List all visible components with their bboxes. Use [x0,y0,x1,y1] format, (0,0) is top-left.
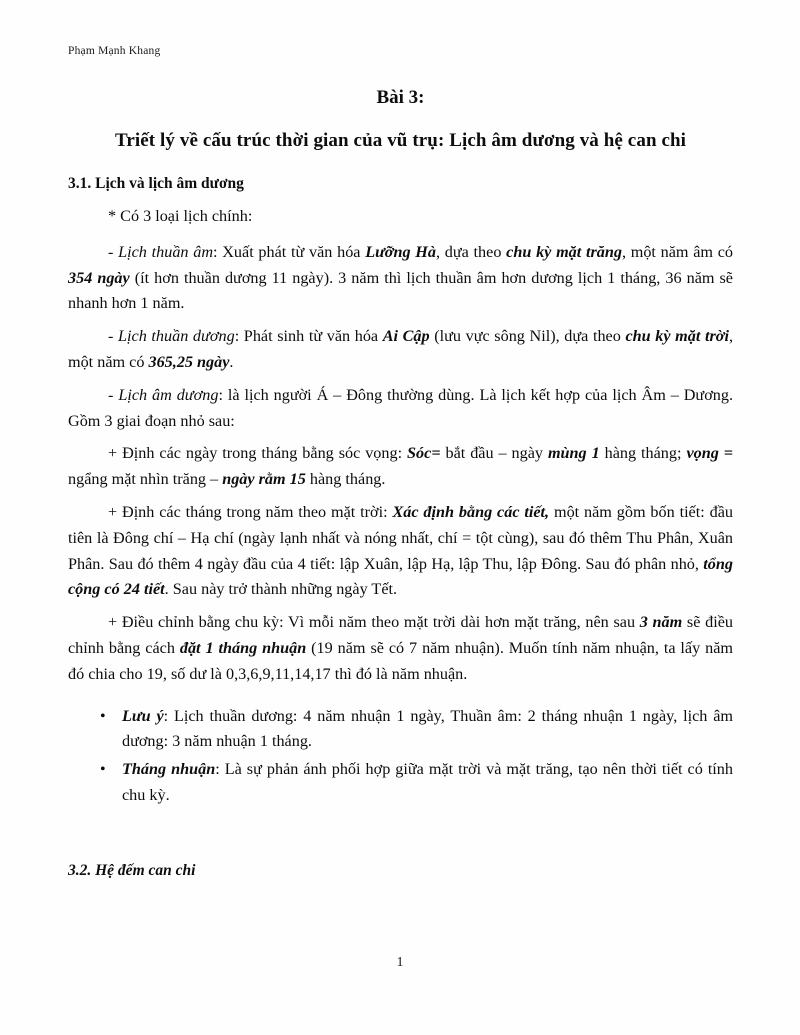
text-run: - [108,242,119,261]
text-run: + Điều chỉnh bằng chu kỳ: Vì mỗi năm theo mặt trời dài hơn mặt trăng, nên sau [108,613,640,632]
text-run: 354 ngày [68,268,130,287]
paragraph-p-thuan-am [68,240,733,317]
text-run: Tháng nhuận [122,760,216,779]
text-run: 365,25 ngày [148,352,230,371]
text-run: - [108,385,119,404]
document-title-lesson: Bài 3: [376,87,425,108]
text-run: chu kỳ mặt trời [625,327,729,346]
bullet-dot-icon: • [100,761,106,779]
text-run: + Định các tháng trong năm theo mặt trời: [108,502,393,521]
text-run: Lịch thuần dương [118,327,235,346]
text-run: . Sau này trở thành những ngày Tết. [164,580,398,599]
text-run: mùng 1 [547,444,600,463]
paragraph-p-star [68,204,733,230]
paragraph-p-am-duong [68,383,733,435]
text-run: : Là sự phản ánh phối hợp giữa mặt trời và mặt trăng, tạo nên thời tiết có tính chu kỳ. [122,760,733,804]
text-run: Lưu ý [122,706,164,725]
text-run: chu kỳ mặt trăng [506,242,622,261]
text-run: Lưỡng Hà [365,242,436,261]
text-run: , một năm âm có [621,242,734,261]
text-run: * Có 3 loại lịch chính: [108,207,253,225]
text-run: ngẩng mặt nhìn trăng – [68,470,223,489]
text-run: Lịch thuần âm [118,242,214,261]
text-run: : Lịch thuần dương: 4 năm nhuận 1 ngày, Thuần âm: 2 tháng nhuận 1 ngày, lịch âm dương: 3 năm nhuận 1 tháng. [122,706,734,751]
section-3-1-paragraphs [68,204,733,688]
text-run: : là lịch người Á – Đông thường dùng. Là lịch kết hợp của lịch Âm – Dương. Gồm 3 giai đoạn nhỏ sau: [68,385,733,430]
text-run: hàng tháng; [599,444,687,463]
document-title-main: Triết lý về cấu trúc thời gian của vũ trụ: Lịch âm dương và hệ can chi [114,130,687,151]
text-run: , dựa theo [436,242,507,261]
text-run: (ít hơn thuần dương 11 ngày). 3 năm thì lịch thuần âm hơn dương lịch 1 tháng, 36 năm sẽ nhanh hơn 1 năm. [68,268,733,313]
text-run: hàng tháng. [305,470,386,489]
text-run: Xác định bằng các tiết, [392,502,550,521]
section-heading-3-2: 3.2. Hệ đếm can chi [68,861,196,879]
list-item [68,704,733,756]
text-run: sẽ điều chỉnh bằng cách [68,613,733,657]
section-heading-3-1: 3.1. Lịch và lịch âm dương [68,175,244,192]
paragraph-p-thuan-duong [68,324,733,376]
text-run: Sóc= [407,444,441,463]
text-run: (lưu vực sông Nil), dựa theo [429,327,626,346]
text-run: : Xuất phát từ văn hóa [213,242,366,261]
text-run: 3 năm [639,613,683,632]
section-3-1-bullet-list [68,704,733,809]
text-run: vọng = [686,444,733,463]
list-item [68,757,733,809]
text-run: (19 năm sẽ có 7 năm nhuận). Muốn tính năm nhuận, ta lấy năm đó chia cho 19, số dư là 0,3,6,9,11,14,17 thì đó là năm nhuận. [68,638,734,683]
text-run: tổng cộng có 24 tiết [68,554,733,599]
bullet-dot-icon: • [100,707,106,725]
text-run: - [108,327,119,346]
text-run: một năm gồm bốn tiết: đầu tiên là Đông chí – Hạ chí (ngày lạnh nhất và nóng nhất, chí = tột cùng), sau đó thêm Thu Phân, Xuân Phân. Sau đó thêm 4 ngày đầu của 4 tiết: lập Xuân, lập Hạ, lập Thu, lập Đông. Sau đó phân nhỏ, [68,502,733,573]
text-run: Lịch âm dương [118,385,219,404]
paragraph-p-soc-vong [68,441,733,493]
text-run: + Định các ngày trong tháng bằng sóc vọng: [108,444,408,463]
running-header-author: Phạm Mạnh Khang [68,45,161,57]
text-run: bắt đầu – ngày [440,444,548,463]
text-run: đặt 1 tháng nhuận [179,638,307,657]
document-body [68,85,733,891]
text-run: : Phát sinh từ văn hóa [234,327,383,346]
paragraph-p-dieu-chinh [68,610,733,687]
page-number: 1 [396,955,404,970]
text-run: ngày rằm 15 [222,470,306,489]
text-run: . [229,352,234,371]
paragraph-p-tiet [68,500,733,603]
text-run: , một năm có [68,327,734,371]
text-run: Ai Cập [382,327,430,346]
